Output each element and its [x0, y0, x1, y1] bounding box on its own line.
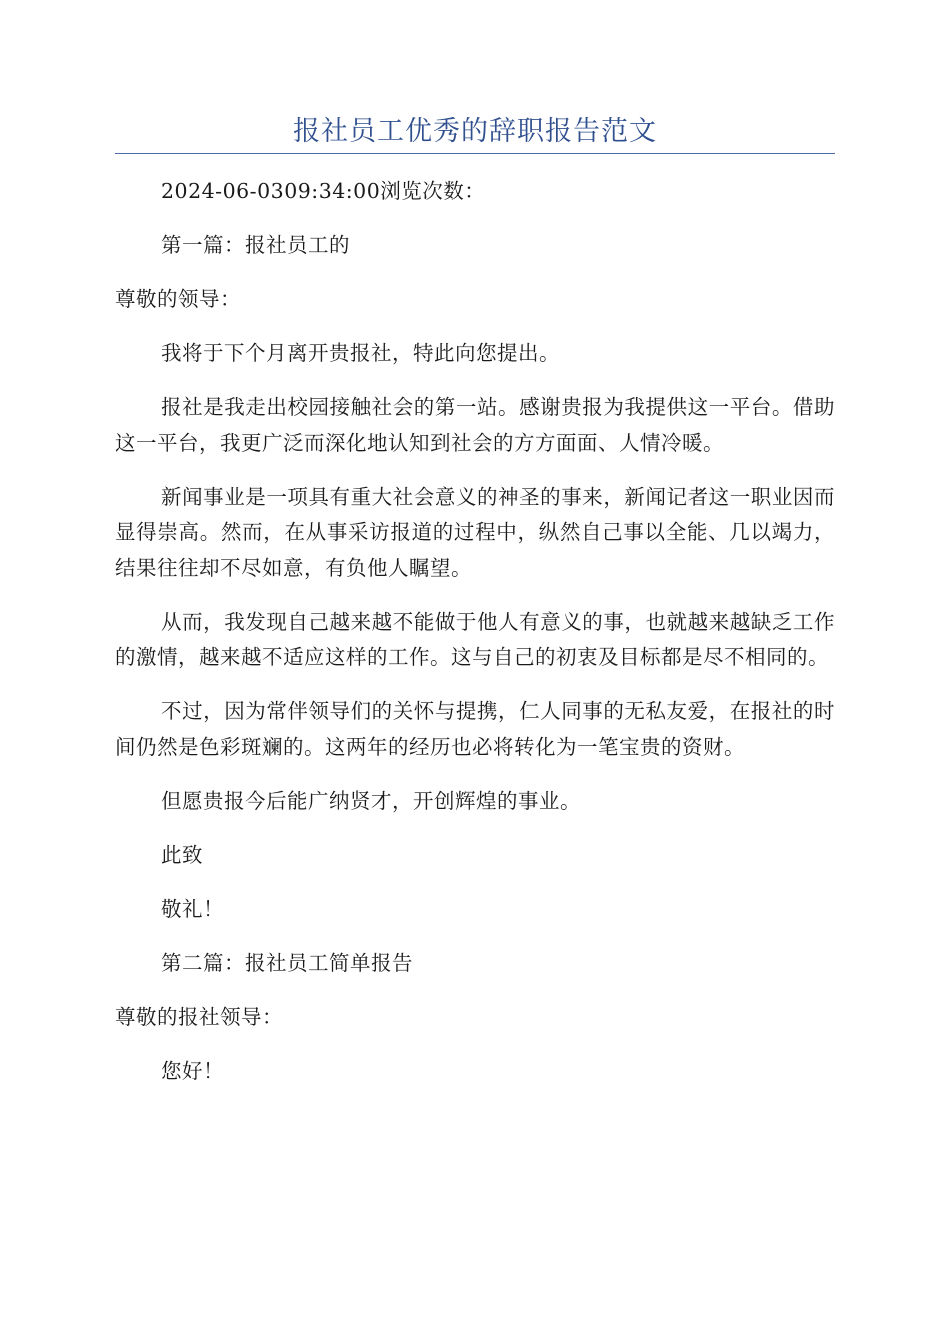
title-underline — [115, 153, 835, 154]
paragraph: 您好！ — [161, 1058, 224, 1083]
paragraph: 但愿贵报今后能广纳贤才，开创辉煌的事业。 — [161, 788, 581, 813]
paragraph: 尊敬的报社领导： — [115, 1004, 283, 1029]
document-title: 报社员工优秀的辞职报告范文 — [293, 116, 657, 147]
document-body — [115, 174, 835, 1108]
paragraph: 从而，我发现自己越来越不能做于他人有意义的事，也就越来越缺乏工作的激情，越来越不适应这样的工作。这与自己的初衷及目标都是尽不相同的。 — [115, 609, 835, 669]
paragraph: 新闻事业是一项具有重大社会意义的神圣的事来，新闻记者这一职业因而显得崇高。然而，在从事采访报道的过程中，纵然自己事以全能、几以竭力，结果往往却不尽如意，有负他人瞩望。 — [115, 484, 835, 580]
paragraph: 不过，因为常伴领导们的关怀与提携，仁人同事的无私友爱，在报社的时间仍然是色彩斑斓的。这两年的经历也必将转化为一笔宝贵的资财。 — [115, 699, 835, 759]
paragraph: 尊敬的领导： — [115, 287, 241, 311]
paragraph: 第一篇：报社员工的 — [161, 233, 350, 257]
paragraph: 第二篇：报社员工简单报告 — [161, 950, 413, 975]
paragraph: 报社是我走出校园接触社会的第一站。感谢贵报为我提供这一平台。借助这一平台，我更广泛而深化地认知到社会的方方面面、人情冷暖。 — [115, 395, 835, 455]
paragraph: 此致 — [161, 842, 203, 867]
meta-line: 2024-06-0309:34:00浏览次数： — [161, 179, 486, 203]
paragraph: 敬礼！ — [161, 896, 224, 921]
paragraph: 我将于下个月离开贵报社，特此向您提出。 — [161, 341, 560, 365]
